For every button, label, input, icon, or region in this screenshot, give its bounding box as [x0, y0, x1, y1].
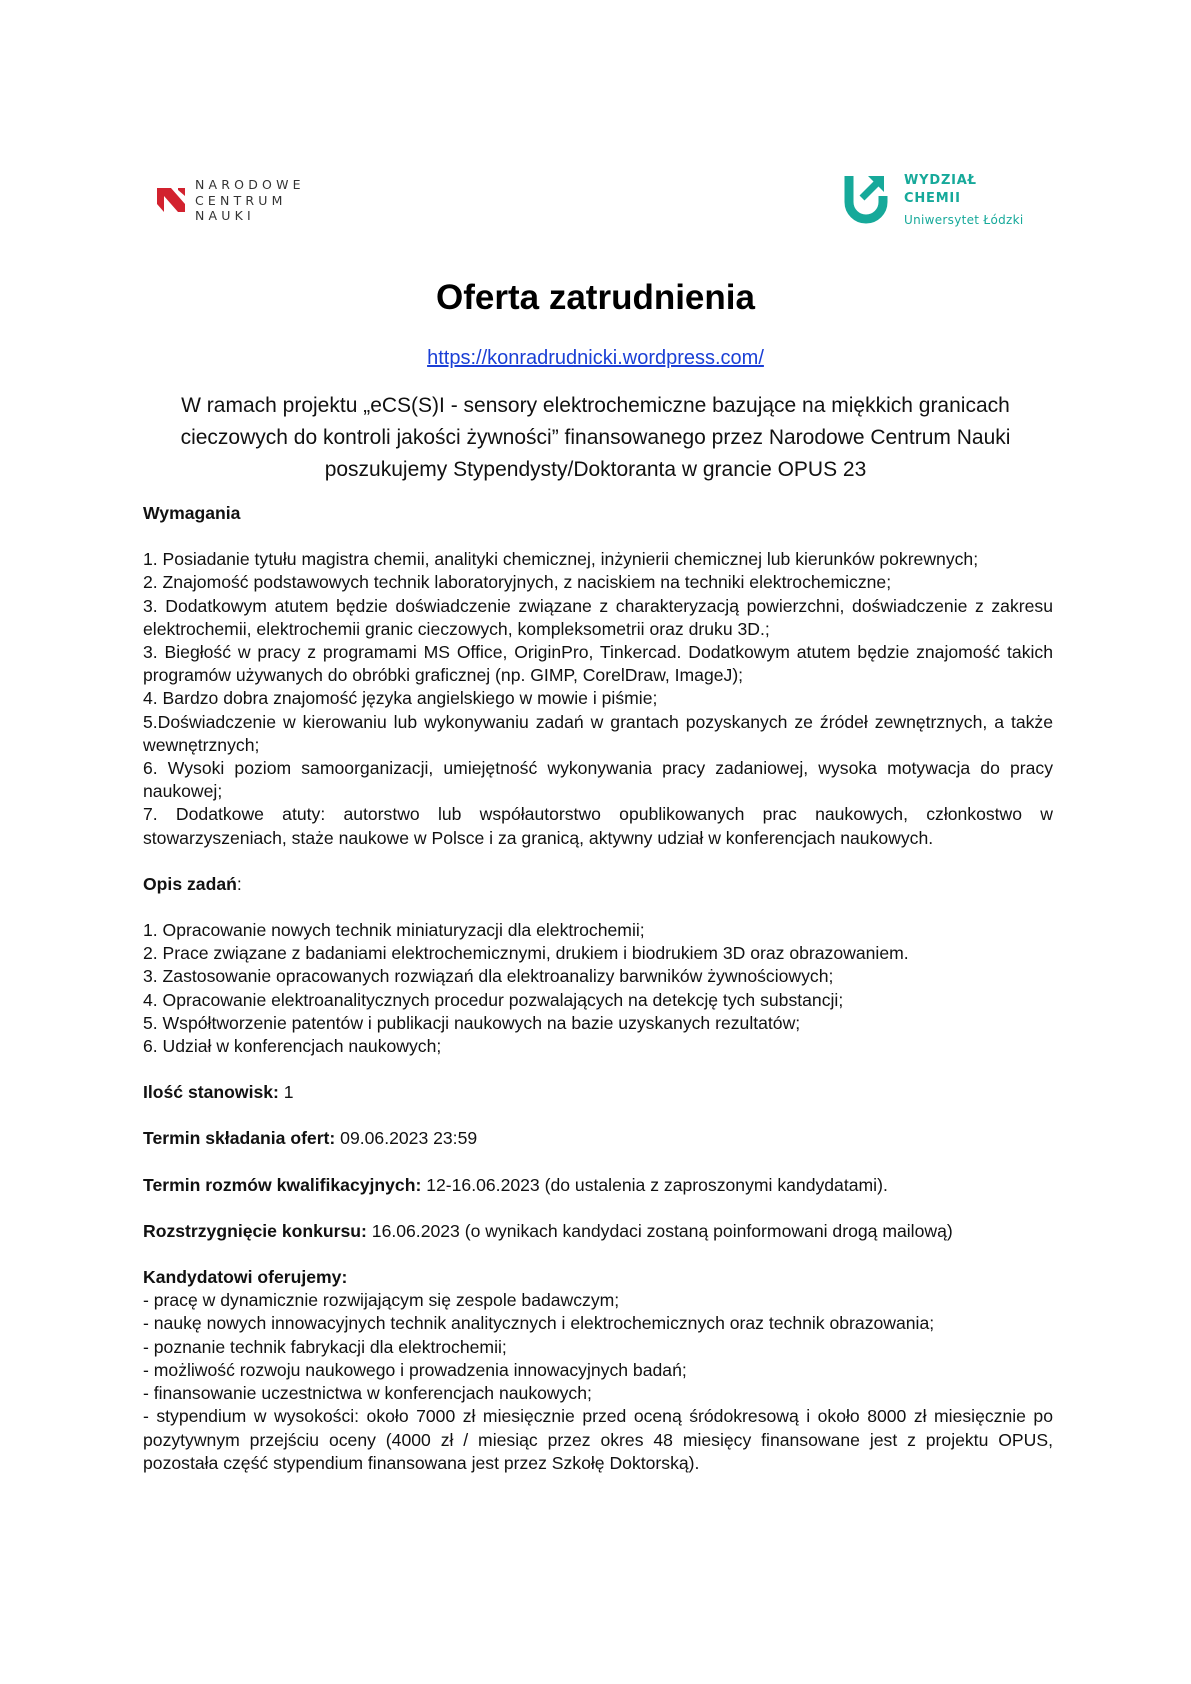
- tasks-heading-colon: :: [236, 873, 242, 894]
- list-item: 5. Współtworzenie patentów i publikacji naukowych na bazie uzyskanych rezultatów;: [143, 1012, 801, 1033]
- tasks-heading-line: [143, 873, 1053, 896]
- deadline-label: Termin składania ofert:: [143, 1128, 336, 1149]
- wydzial-line-2: CHEMII: [904, 191, 961, 206]
- deadline-line: [143, 1127, 1053, 1150]
- requirements-list: [143, 548, 1053, 850]
- list-item: 4. Opracowanie elektroanalitycznych procedur pozwalających na detekcję tych substancji;: [143, 989, 844, 1010]
- list-item: - pracę w dynamicznie rozwijającym się zespole badawczym;: [143, 1290, 620, 1311]
- positions-value: 1: [283, 1082, 294, 1103]
- list-item: - finansowanie uczestnictwa w konferencjach naukowych;: [143, 1383, 592, 1404]
- list-item: - stypendium w wysokości: około 7000 zł miesięcznie przed oceną śródokresową i około 8000 zł miesięcznie po pozytywnym przejściu oceny (4000 zł / miesiąc przez okres 48 miesięcy finansowane jest z projektu OPUS, pozostała część stypendium finansowana jest przez Szkołę Doktorską).: [143, 1406, 1053, 1473]
- university-emblem-icon: [842, 170, 890, 226]
- ncn-line-3: NAUKI: [195, 208, 255, 223]
- requirements-heading: Wymagania: [143, 503, 241, 523]
- ncn-emblem-icon: [155, 184, 187, 216]
- resolution-label: Rozstrzygnięcie konkursu:: [143, 1220, 367, 1241]
- tasks-heading: Opis zadań: [143, 873, 237, 894]
- list-item: 5.Doświadczenie w kierowaniu lub wykonywaniu zadań w grantach pozyskanych ze źródeł zewnętrznych, a także wewnętrznych;: [143, 711, 1053, 755]
- list-item: - możliwość rozwoju naukowego i prowadzenia innowacyjnych badań;: [143, 1359, 687, 1380]
- page-title: Oferta zatrudnienia: [436, 278, 755, 317]
- ncn-wordmark: [195, 177, 305, 224]
- interviews-line: [143, 1174, 1053, 1197]
- list-item: 1. Opracowanie nowych technik miniaturyzacji dla elektrochemii;: [143, 920, 645, 941]
- interviews-value: 12-16.06.2023 (do ustalenia z zaproszonymi kandydatami).: [426, 1174, 888, 1195]
- list-item: 3. Biegłość w pracy z programami MS Office, OriginPro, Tinkercad. Dodatkowym atutem będzie znajomość takich programów używanych do obróbki graficznej (np. GIMP, CorelDraw, ImageJ);: [143, 642, 1053, 686]
- list-item: 3. Dodatkowym atutem będzie doświadczenie związane z charakteryzacją powierzchni, doświadczenie z zakresu elektrochemii, elektrochemii granic cieczowych, kompleksometrii oraz druku 3D.;: [143, 595, 1053, 639]
- wydzial-wordmark: [904, 172, 1024, 227]
- ncn-line-2: CENTRUM: [195, 192, 287, 208]
- offer-body: [143, 502, 1053, 1475]
- tasks-list: [143, 919, 1053, 1058]
- positions-label: Ilość stanowisk:: [143, 1082, 279, 1103]
- university-name: Uniwersytet Łódzki: [904, 213, 1024, 227]
- resolution-line: [143, 1220, 1053, 1243]
- list-item: - naukę nowych innowacyjnych technik analitycznych i elektrochemicznych oraz technik obrazowania;: [143, 1313, 935, 1334]
- project-website-link[interactable]: https://konradrudnicki.wordpress.com/: [427, 347, 764, 369]
- project-link-container: [0, 346, 1191, 370]
- list-item: 2. Prace związane z badaniami elektrochemicznymi, drukiem i biodrukiem 3D oraz obrazowaniem.: [143, 943, 909, 964]
- ncn-logo: [155, 177, 305, 224]
- list-item: 2. Znajomość podstawowych technik laboratoryjnych, z naciskiem na techniki elektrochemiczne;: [143, 572, 892, 593]
- list-item: 1. Posiadanie tytułu magistra chemii, analityki chemicznej, inżynierii chemicznej lub kierunków pokrewnych;: [143, 549, 979, 570]
- list-item: 6. Wysoki poziom samoorganizacji, umiejętność wykonywania pracy zadaniowej, wysoka motywacja do pracy naukowej;: [143, 758, 1053, 802]
- list-item: 7. Dodatkowe atuty: autorstwo lub współautorstwo opublikowanych prac naukowych, członkostwo w stowarzyszeniach, staże naukowe w Polsce i za granicą, aktywny udział w konferencjach naukowych.: [143, 804, 1053, 848]
- intro-paragraph: W ramach projektu „eCS(S)I - sensory elektrochemiczne bazujące na miękkich granicach cieczowych do kontroli jakości żywności” finansowanego przez Narodowe Centrum Nauki poszukujemy Stypendysty/Doktoranta w grancie OPUS 23: [180, 394, 1011, 481]
- resolution-value: 16.06.2023 (o wynikach kandydaci zostaną poinformowani drogą mailową): [371, 1220, 953, 1241]
- interviews-label: Termin rozmów kwalifikacyjnych:: [143, 1174, 422, 1195]
- positions-line: [143, 1081, 1053, 1104]
- offer-list: [143, 1289, 1053, 1475]
- deadline-value: 09.06.2023 23:59: [340, 1128, 478, 1149]
- wydzial-line-1: WYDZIAŁ: [904, 173, 977, 188]
- list-item: 3. Zastosowanie opracowanych rozwiązań dla elektroanalizy barwników żywnościowych;: [143, 966, 834, 987]
- offer-heading: Kandydatowi oferujemy:: [143, 1267, 348, 1288]
- list-item: 4. Bardzo dobra znajomość języka angielskiego w mowie i piśmie;: [143, 688, 658, 709]
- ncn-line-1: NARODOWE: [195, 177, 305, 192]
- wydzial-chemii-logo: [842, 170, 1024, 227]
- list-item: 6. Udział w konferencjach naukowych;: [143, 1036, 442, 1057]
- list-item: - poznanie technik fabrykacji dla elektrochemii;: [143, 1336, 507, 1357]
